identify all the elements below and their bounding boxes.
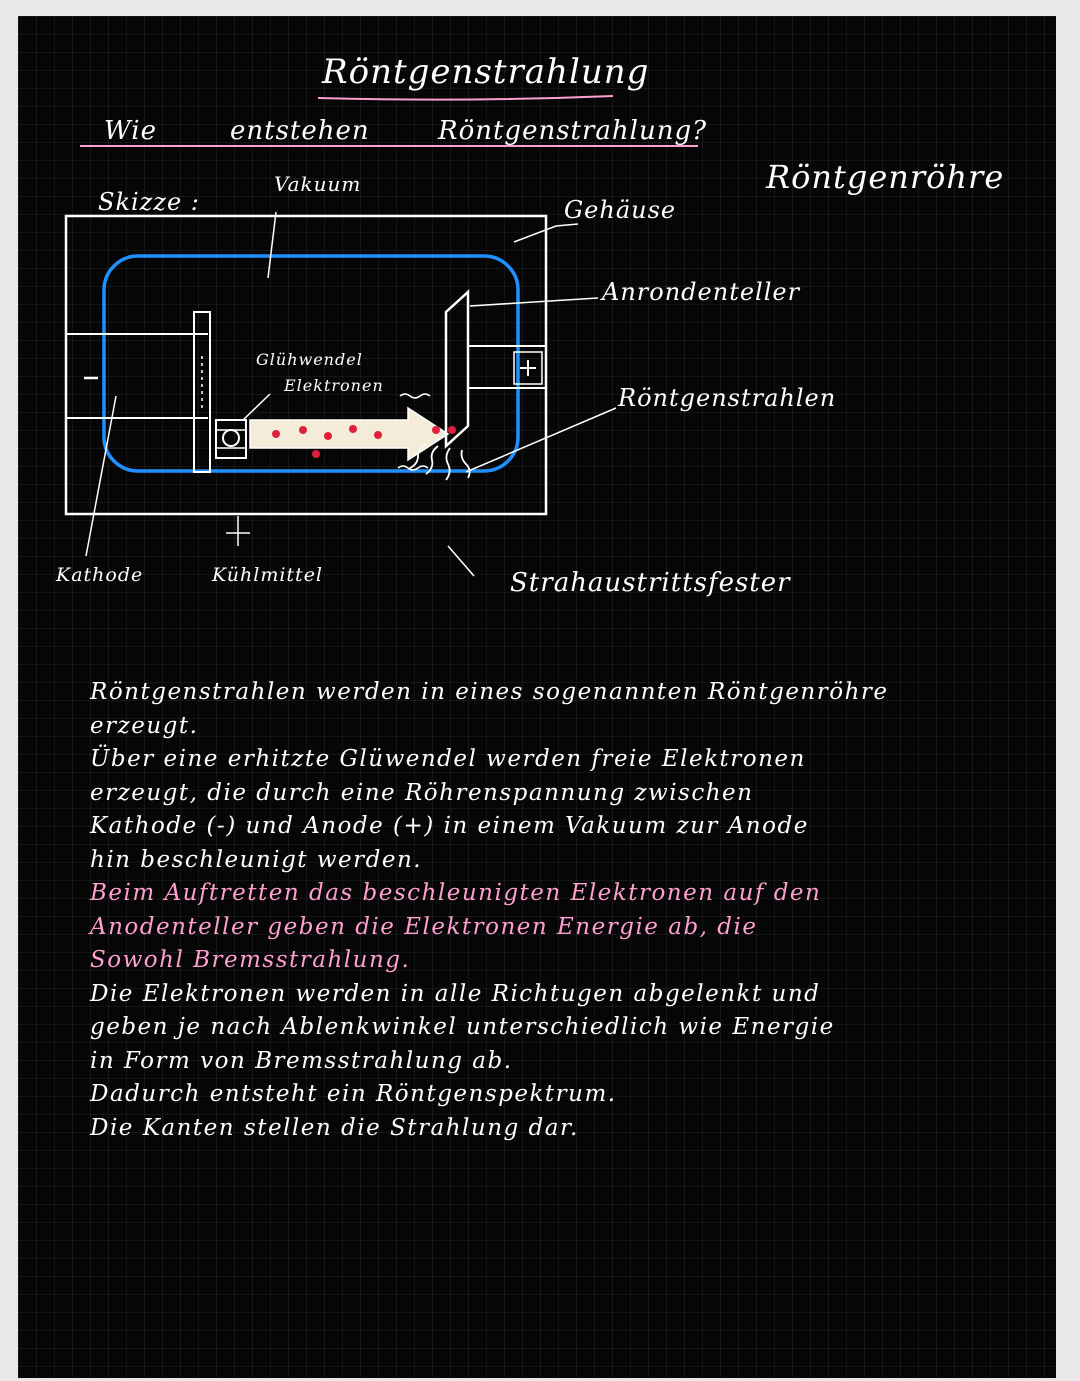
- anode-leader: [470, 298, 598, 306]
- xray-tube-diagram: [18, 16, 1056, 656]
- electron-dot: [299, 426, 307, 434]
- filament-coil: [216, 420, 246, 458]
- filament-leader: [243, 394, 270, 420]
- cathode-leader: [86, 396, 116, 556]
- paragraph-line: Die Kanten stellen die Strahlung dar.: [90, 1114, 579, 1141]
- xray-squiggle: [446, 448, 450, 480]
- tube-name: Röntgenröhre: [766, 158, 1005, 196]
- label-coolant: Kühlmittel: [212, 564, 324, 586]
- paragraph-line: erzeugt, die durch eine Röhrenspannung zwischen: [90, 779, 754, 806]
- label-electrons: Elektronen: [284, 376, 384, 395]
- paragraph-line: Über eine erhitzte Glüwendel werden freie Elektronen: [90, 746, 806, 772]
- question-word-3: Röntgenstrahlung?: [438, 116, 708, 146]
- vacuum-leader: [268, 212, 276, 278]
- paragraph-line: erzeugt.: [90, 712, 199, 739]
- label-anode-plate: Anrondenteller: [602, 278, 801, 306]
- electron-dot: [349, 425, 357, 433]
- question-word-1: Wie: [104, 116, 157, 146]
- paragraph-line: in Form von Bremsstrahlung ab.: [90, 1047, 513, 1074]
- question-word-2: entstehen: [230, 116, 370, 146]
- xray-leader: [466, 408, 616, 472]
- label-housing: Gehäuse: [564, 196, 677, 224]
- title-underline: [318, 96, 613, 100]
- paragraph-line: hin beschleunigt werden.: [90, 846, 423, 873]
- paragraph-line: Kathode (-) und Anode (+) in einem Vakuum zur Anode: [90, 813, 809, 839]
- electron-dot: [374, 431, 382, 439]
- label-cathode: Kathode: [56, 564, 144, 586]
- label-xrays: Röntgenstrahlen: [618, 384, 837, 412]
- sketch-label: Skizze :: [98, 188, 200, 216]
- paragraph-line: geben je nach Ablenkwinkel unterschiedlich wie Energie: [90, 1014, 835, 1040]
- paragraph-line: Röntgenstrahlen werden in eines sogenannten Röntgenröhre: [90, 679, 889, 705]
- paragraph-line: Sowohl Bremsstrahlung.: [90, 947, 411, 973]
- anode-plate: [446, 292, 468, 446]
- electron-dot: [324, 432, 332, 440]
- label-vacuum: Vakuum: [274, 172, 362, 196]
- electron-dot: [432, 426, 440, 434]
- paragraph-line: Beim Auftretten das beschleunigten Elektronen auf den: [90, 880, 822, 906]
- xray-squiggle: [462, 450, 470, 478]
- page-title: Röntgenstrahlung: [322, 52, 650, 92]
- label-window: Strahaustrittsfester: [510, 568, 791, 598]
- electron-dot: [272, 430, 280, 438]
- label-filament: Glühwendel: [256, 350, 363, 369]
- paragraph-line: Anodenteller geben die Elektronen Energie ab, die: [90, 913, 758, 940]
- notebook-page: [18, 16, 1056, 1378]
- window-leader: [448, 546, 474, 576]
- paragraph-line: Dadurch entsteht ein Röntgenspektrum.: [90, 1081, 617, 1107]
- electron-dot: [312, 450, 320, 458]
- explanation-paragraph: [90, 676, 1020, 1145]
- paragraph-line: Die Elektronen werden in alle Richtugen abgelenkt und: [90, 980, 821, 1007]
